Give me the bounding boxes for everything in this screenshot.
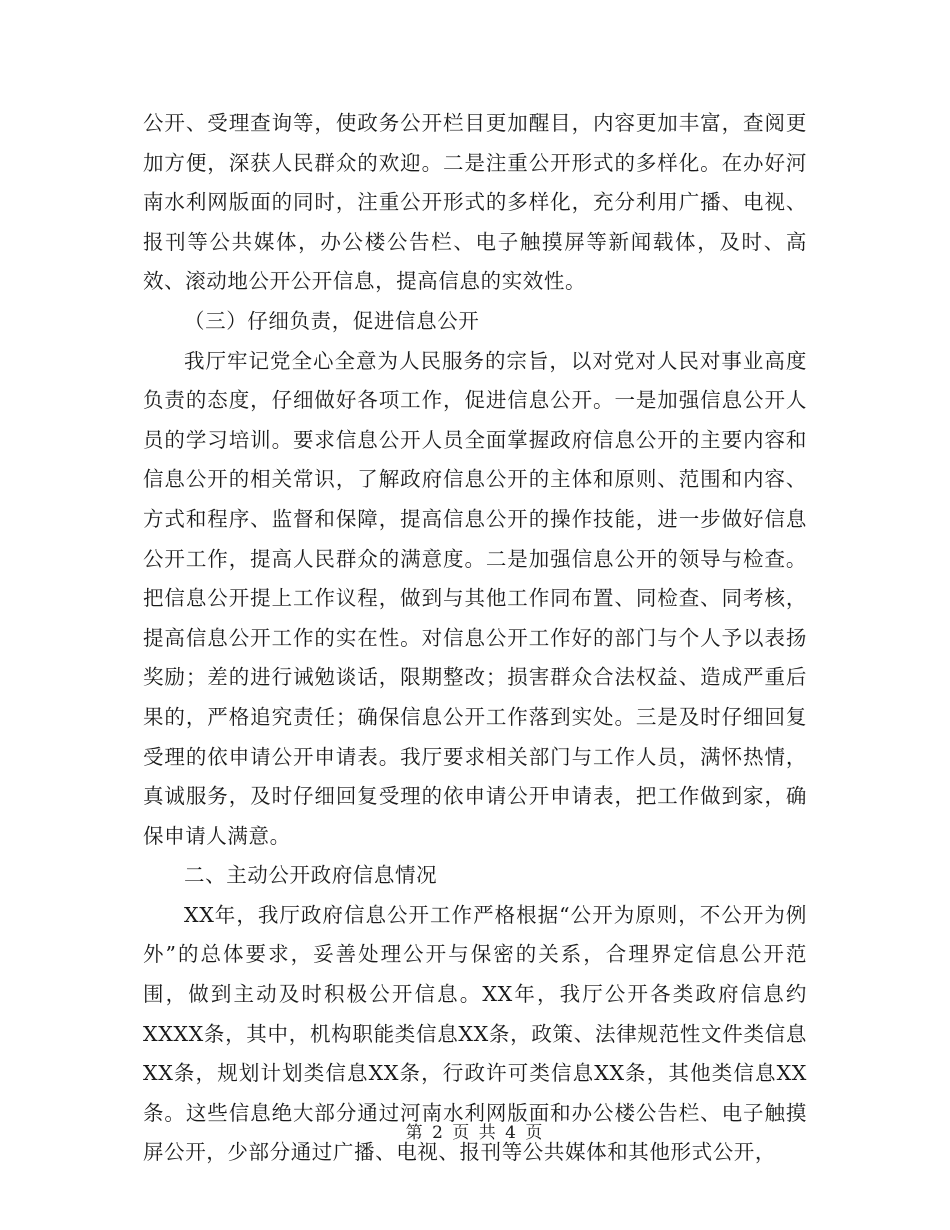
section-heading-3: （三）仔细负责，促进信息公开 <box>184 308 480 333</box>
section-heading-2: 二、主动公开政府信息情况 <box>184 863 438 888</box>
body-paragraph-1: 公开、受理查询等，使政务公开栏目更加醒目，内容更加丰富，查阅更加方便，深获人民群众的欢迎。二是注重公开形式的多样化。在办好河南水利网版面的同时，注重公开形式的多样化，充分利用广播、电视、报刊等公共媒体，办公楼公告栏、电子触摸屏等新闻载体，及时、高效、滚动地公开公开信息，提高信息的实效性。 <box>143 111 807 294</box>
body-paragraph-2: 我厅牢记党全心全意为人民服务的宗旨，以对党对人民对事业高度负责的态度，仔细做好各项工作，促进信息公开。一是加强信息公开人员的学习培训。要求信息公开人员全面掌握政府信息公开的主要内容和信息公开的相关常识，了解政府信息公开的主体和原则、范围和内容、方式和程序、监督和保障，提高信息公开的操作技能，进一步做好信息公开工作，提高人民群众的满意度。二是加强信息公开的领导与检查。把信息公开提上工作议程，做到与其他工作同布置、同检查、同考核，提高信息公开工作的实在性。对信息公开工作好的部门与个人予以表扬奖励；差的进行诫勉谈话，限期整改；损害群众合法权益、造成严重后果的，严格追究责任；确保信息公开工作落到实处。三是及时仔细回复受理的依申请公开申请表。我厅要求相关部门与工作人员，满怀热情，真诚服务，及时仔细回复受理的依申请公开申请表，把工作做到家，确保申请人满意。 <box>143 348 807 848</box>
page-number-footer: 第 2 页 共 4 页 <box>405 1123 545 1143</box>
document-body <box>143 104 807 1173</box>
body-paragraph-3: XX年，我厅政府信息公开工作严格根据“公开为原则，不公开为例外”的总体要求，妥善处理公开与保密的关系，合理界定信息公开范围，做到主动及时积极公开信息。XX年，我厅公开各类政府信息约XXXX条，其中，机构职能类信息XX条，政策、法律规范性文件类信息XX条，规划计划类信息XX条，行政许可类信息XX条，其他类信息XX条。这些信息绝大部分通过河南水利网版面和办公楼公告栏、电子触摸屏公开，少部分通过广播、电视、报刊等公共媒体和其他形式公开， <box>143 902 807 1165</box>
